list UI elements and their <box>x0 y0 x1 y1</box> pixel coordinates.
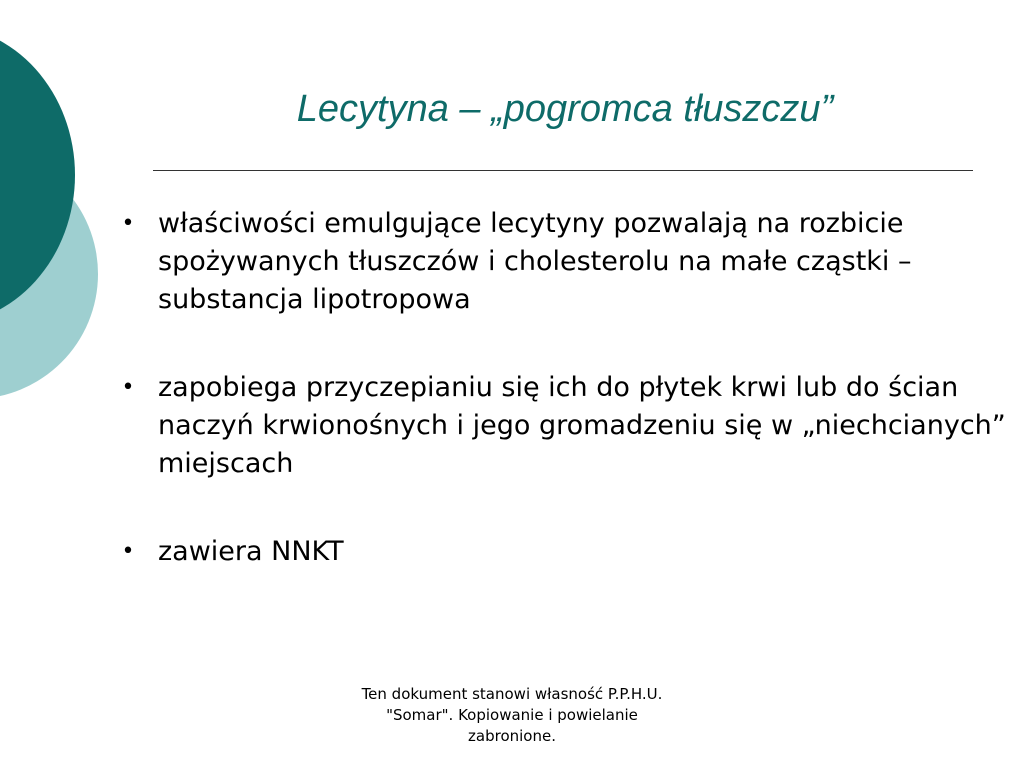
bullet-text: zapobiega przyczepianiu się ich do płytek krwi lub do ścian naczyń krwionośnych i jego gromadzeniu się w „niechcianych” miejscach <box>158 372 1006 479</box>
bullet-item <box>118 205 1008 319</box>
bullet-item <box>118 369 1008 483</box>
bullet-dot-icon: • <box>121 211 135 236</box>
bullet-text: właściwości emulgujące lecytyny pozwalają na rozbicie spożywanych tłuszczów i cholesterolu na małe cząstki – substancja lipotropowa <box>158 208 912 315</box>
footer-note: Ten dokument stanowi własność P.P.H.U. "Somar". Kopiowanie i powielanie zabronione. <box>361 685 663 745</box>
title-divider <box>153 170 973 171</box>
bullet-list <box>118 205 1008 621</box>
bullet-dot-icon: • <box>121 539 135 564</box>
bullet-dot-icon: • <box>121 375 135 400</box>
bullet-item <box>118 533 1008 571</box>
bullet-text: zawiera NNKT <box>158 536 344 567</box>
slide-title: Lecytyna – „pogromca tłuszczu” <box>296 88 834 130</box>
